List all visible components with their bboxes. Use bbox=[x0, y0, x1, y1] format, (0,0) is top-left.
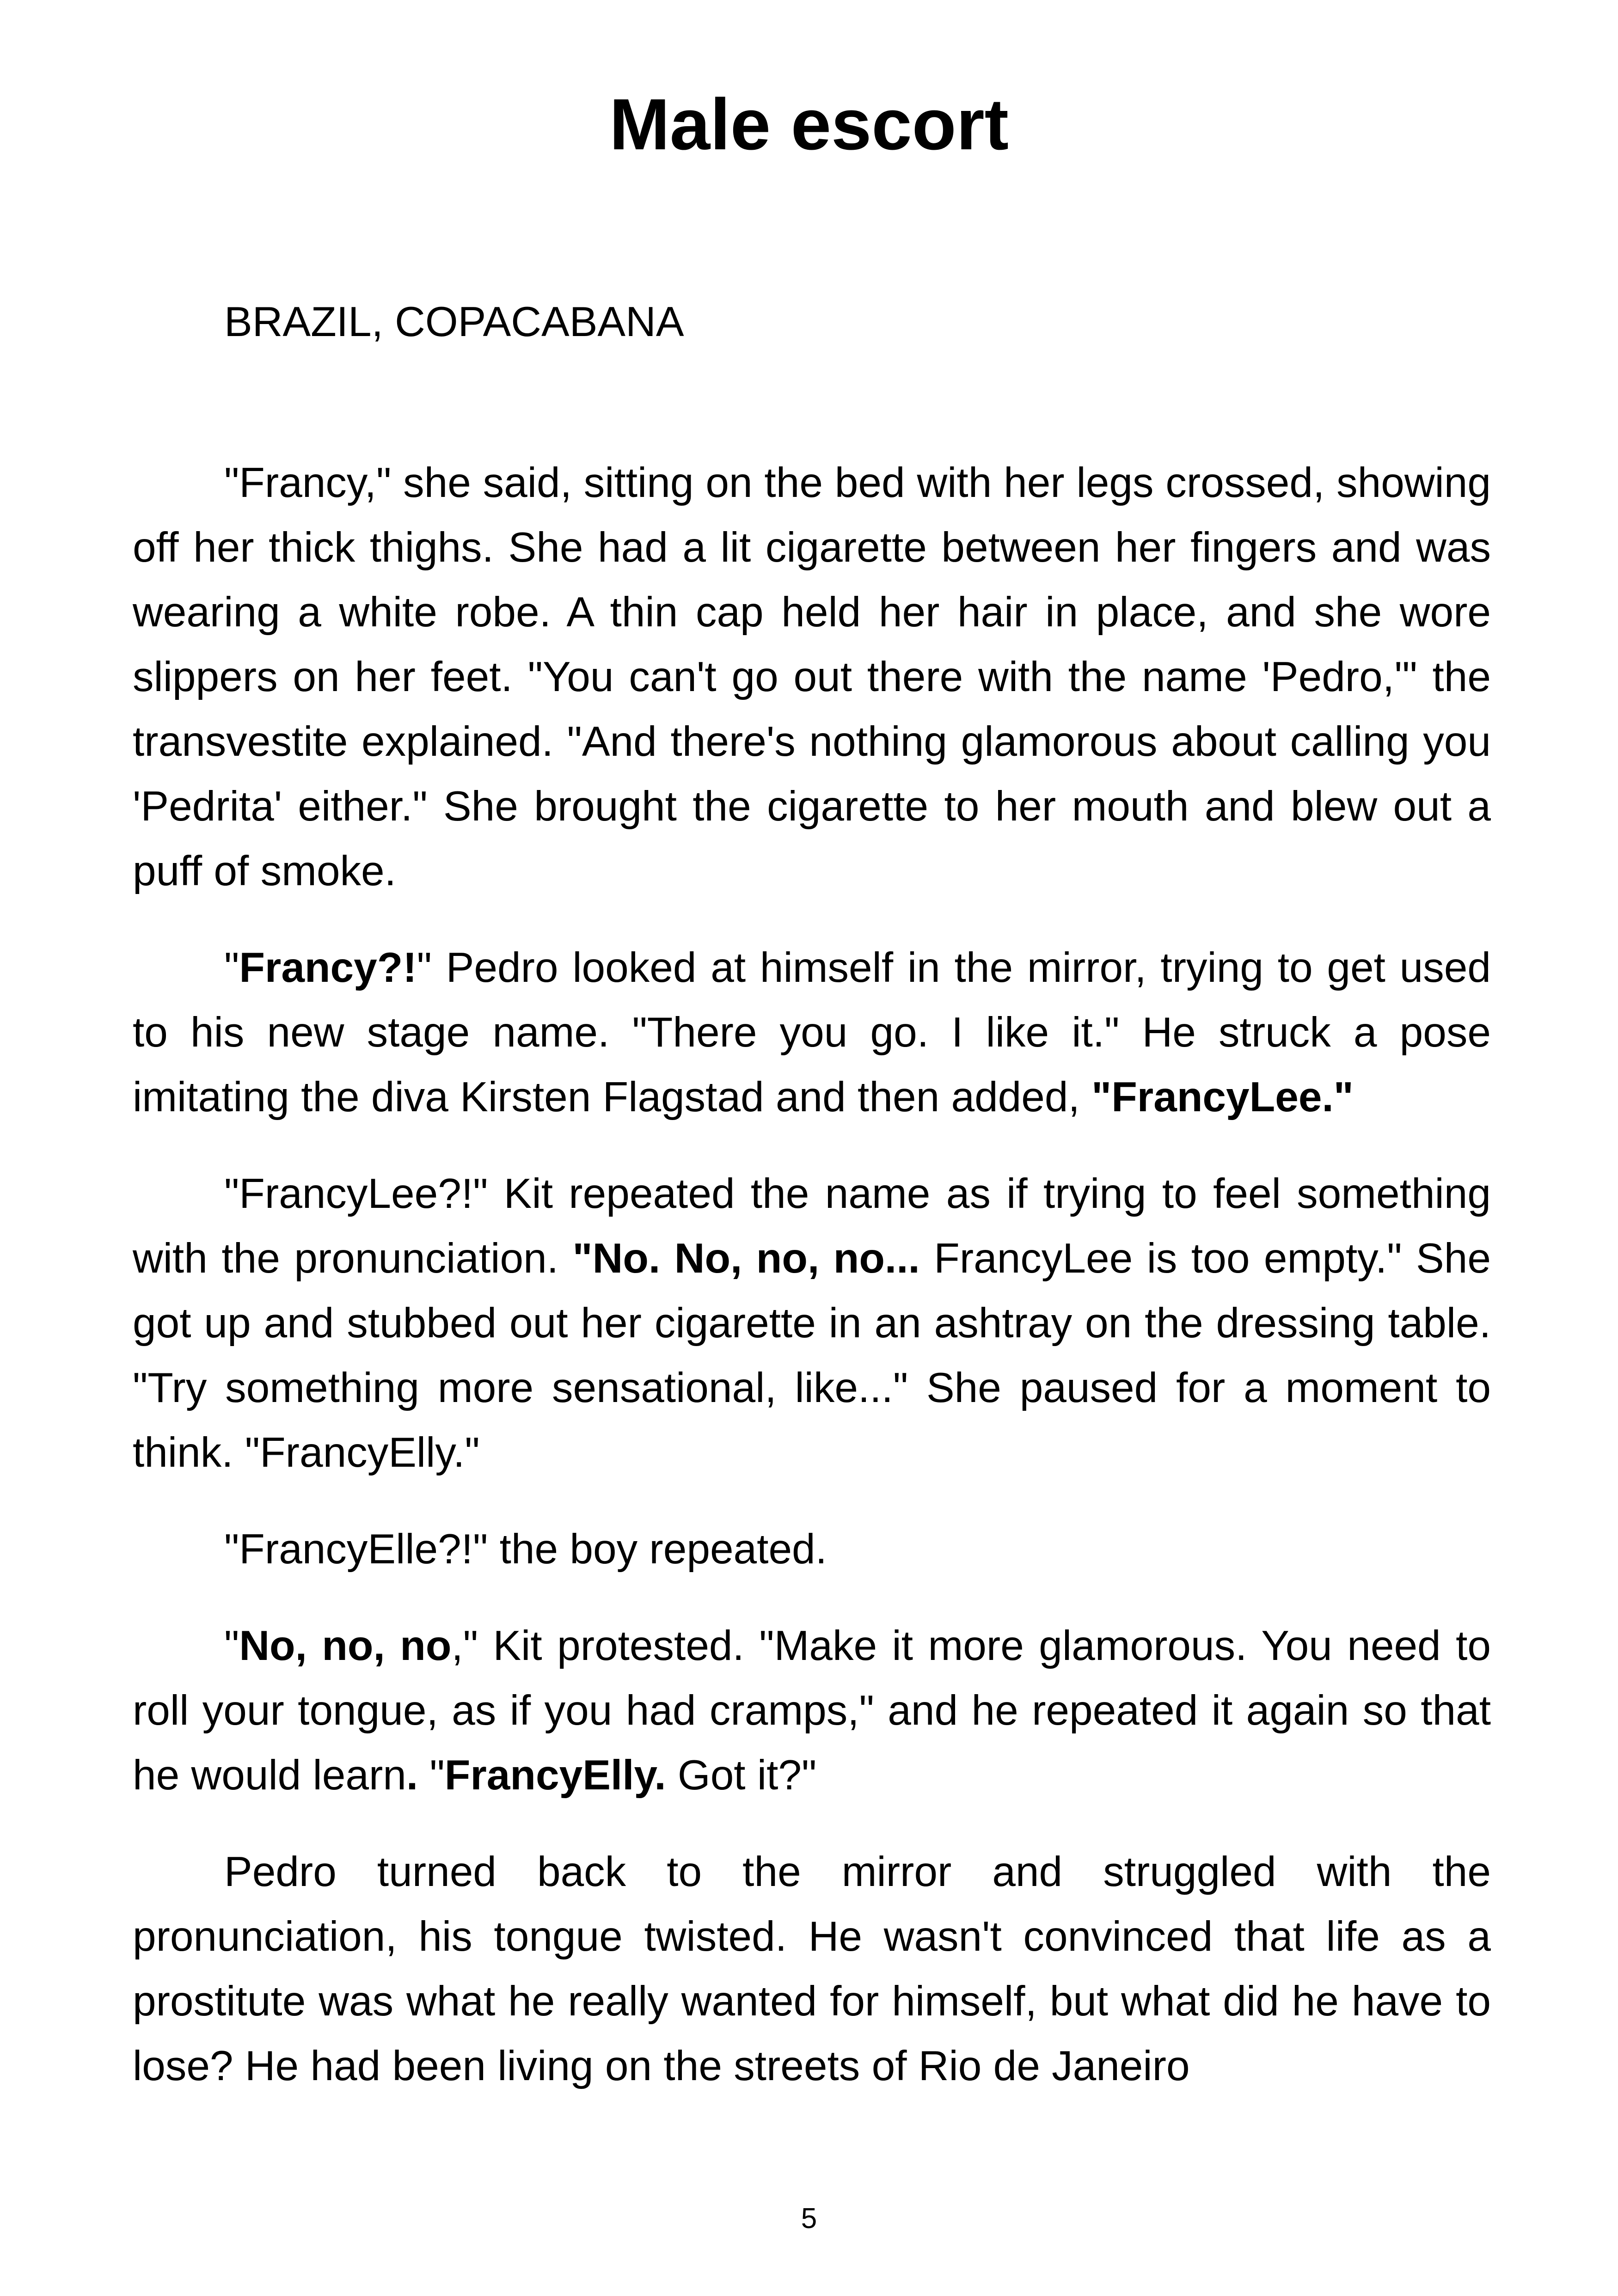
paragraph bbox=[133, 1517, 1491, 1582]
text-run: " bbox=[418, 1752, 445, 1799]
text-run: "FrancyElle?!" the boy repeated. bbox=[224, 1526, 827, 1573]
text-run: " bbox=[224, 944, 239, 991]
paragraph bbox=[133, 451, 1491, 904]
text-run: ," Kit protested. "Make it more glamorous. You need to roll your tongue, as if you had cramps," and he repeated it again so that he would learn bbox=[133, 1623, 1491, 1799]
text-run: FrancyLee is too empty." She got up and stubbed out her cigarette in an ashtray on the dressing table. "Try something more sensational, like..." She paused for a moment to think. "FrancyElly." bbox=[133, 1235, 1491, 1476]
text-run: Got it?" bbox=[666, 1752, 817, 1799]
paragraph bbox=[133, 1162, 1491, 1485]
chapter-title: Male escort bbox=[609, 84, 1009, 165]
bold-text-run: No, no, no bbox=[239, 1623, 452, 1669]
body-text bbox=[133, 451, 1491, 2099]
text-run: "Francy," she said, sitting on the bed with her legs crossed, showing off her thick thighs. She had a lit cigarette between her fingers and was wearing a white robe. A thin cap held her hair in place, and she wore slippers on her feet. "You can't go out there with the name 'Pedro,'" the transvestite explained. "And there's nothing glamorous about calling you 'Pedrita' either." She brought the cigarette to her mouth and blew out a puff of smoke. bbox=[133, 459, 1491, 894]
location-heading: BRAZIL, COPACABANA bbox=[224, 299, 684, 345]
bold-text-run: "No. No, no, no... bbox=[572, 1235, 920, 1282]
text-run: "FrancyLee?!" Kit repeated the name as if trying to feel something with the pronunciation. bbox=[133, 1170, 1491, 1282]
bold-text-run: FrancyElly. bbox=[444, 1752, 666, 1799]
paragraph bbox=[133, 1614, 1491, 1808]
text-run: " Pedro looked at himself in the mirror, trying to get used to his new stage name. "There you go. I like it." He struck a pose imitating the diva Kirsten Flagstad and then added, bbox=[133, 944, 1491, 1120]
bold-text-run: . bbox=[406, 1752, 418, 1799]
text-run: Pedro turned back to the mirror and struggled with the pronunciation, his tongue twisted. He wasn't convinced that life as a prostitute was what he really wanted for himself, but what did he have to lose? He had been living on the streets of Rio de Janeiro bbox=[133, 1849, 1491, 2089]
bold-text-run: "FrancyLee." bbox=[1091, 1074, 1354, 1120]
text-run: " bbox=[224, 1623, 239, 1669]
page-number: 5 bbox=[801, 2203, 817, 2235]
paragraph bbox=[133, 936, 1491, 1130]
bold-text-run: Francy?! bbox=[239, 944, 417, 991]
paragraph bbox=[133, 1840, 1491, 2099]
